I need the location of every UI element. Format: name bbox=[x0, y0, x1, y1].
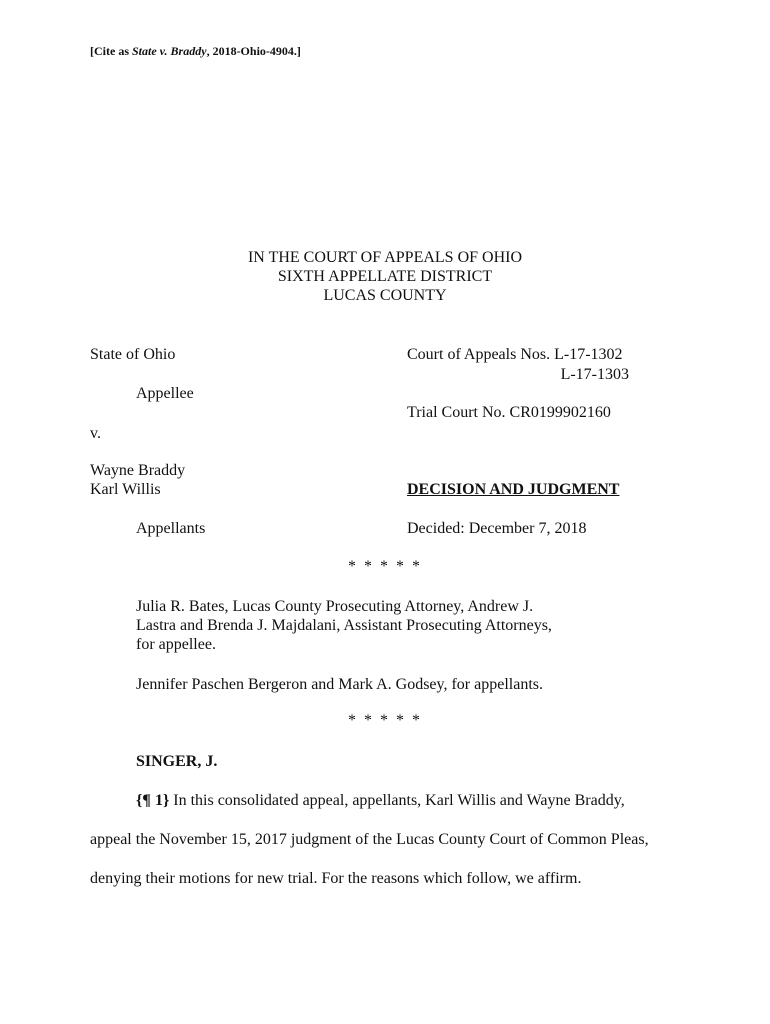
appellee-name: State of Ohio bbox=[90, 346, 176, 363]
counsel-appellee-line-1: Julia R. Bates, Lucas County Prosecuting Attorney, Andrew J. bbox=[136, 598, 534, 615]
versus: v. bbox=[90, 425, 101, 442]
paragraph-marker: {¶ 1} bbox=[136, 792, 170, 809]
appellants-role: Appellants bbox=[136, 520, 206, 537]
counsel-appellee-line-2: Lastra and Brenda J. Majdalani, Assistant Prosecuting Attorneys, bbox=[136, 617, 552, 634]
citation-case-name: State v. Braddy bbox=[132, 44, 207, 58]
opinion-line-3: denying their motions for new trial. For the reasons which follow, we affirm. bbox=[90, 870, 582, 887]
opinion-line-1-text: In this consolidated appeal, appellants, Karl Willis and Wayne Braddy, bbox=[169, 792, 625, 809]
decided-date: Decided: December 7, 2018 bbox=[407, 520, 587, 537]
opinion-line-2: appeal the November 15, 2017 judgment of the Lucas County Court of Common Pleas, bbox=[90, 831, 649, 848]
trial-court-number: Trial Court No. CR0199902160 bbox=[407, 404, 611, 421]
counsel-appellants: Jennifer Paschen Bergeron and Mark A. Godsey, for appellants. bbox=[136, 676, 543, 693]
appellant-name-1: Wayne Braddy bbox=[90, 462, 186, 479]
opinion-line-1 bbox=[136, 792, 625, 810]
citation-prefix: [Cite as bbox=[90, 44, 132, 58]
separator-top: * * * * * bbox=[348, 558, 422, 575]
appeals-case-numbers: Court of Appeals Nos. L-17-1302 bbox=[407, 346, 623, 363]
citation-header bbox=[90, 44, 301, 59]
appeals-case-number-2: L-17-1303 bbox=[560, 366, 629, 383]
county-name: LUCAS COUNTY bbox=[323, 287, 447, 304]
appellant-name-2: Karl Willis bbox=[90, 481, 161, 498]
court-name: IN THE COURT OF APPEALS OF OHIO bbox=[247, 249, 523, 266]
appellee-role: Appellee bbox=[136, 385, 194, 402]
separator-bottom: * * * * * bbox=[348, 712, 422, 729]
appellate-district: SIXTH APPELLATE DISTRICT bbox=[277, 268, 493, 285]
citation-suffix: , 2018-Ohio-4904.] bbox=[206, 44, 301, 58]
decision-heading: DECISION AND JUDGMENT bbox=[407, 481, 620, 498]
judge-name: SINGER, J. bbox=[136, 753, 218, 770]
counsel-appellee-line-3: for appellee. bbox=[136, 636, 216, 653]
